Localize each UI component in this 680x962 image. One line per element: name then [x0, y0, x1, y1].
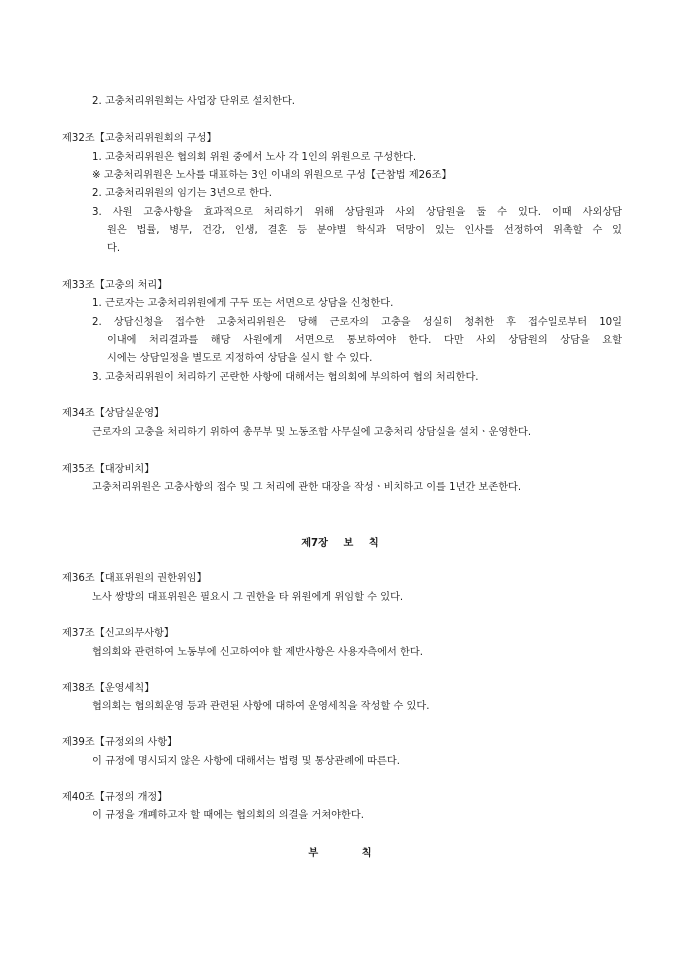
- article32-item-3-line1: 3. 사원 고충사항을 효과적으로 처리하기 위해 상담원과 사외 상담원을 둘 수 있다. 이때 사외상담: [92, 207, 622, 218]
- article32-item-1: 1. 고충처리위원은 협의회 위원 중에서 노사 각 1인의 위원으로 구성한다.: [92, 152, 417, 163]
- article40-body: 이 규정을 개폐하고자 할 때에는 협의회의 의결을 거쳐야한다.: [92, 810, 364, 821]
- article36-body: 노사 쌍방의 대표위원은 필요시 그 권한을 타 위원에게 위임할 수 있다.: [92, 592, 404, 603]
- article32-title: 제32조【고충처리위원회의 구성】: [62, 133, 217, 144]
- article34-body: 근로자의 고충을 처리하기 위하여 총무부 및 노동조합 사무실에 고충처리 상담실을 설치ㆍ운영한다.: [92, 427, 532, 438]
- article33-title: 제33조【고충의 처리】: [62, 280, 168, 291]
- article32-note: ※ 고충처리위원은 노사를 대표하는 3인 이내의 위원으로 구성【근참법 제26조】: [92, 170, 452, 181]
- supplementary-heading: 부 칙: [308, 848, 372, 859]
- article32-item-2: 2. 고충처리위원의 임기는 3년으로 한다.: [92, 188, 273, 199]
- article36-title: 제36조【대표위원의 권한위임】: [62, 573, 207, 584]
- chapter7-heading: 제7장 보 칙: [301, 538, 379, 549]
- article32-item-3-line2: 원은 법률, 병무, 건강, 인생, 결혼 등 분야별 학식과 덕망이 있는 인사를 선정하여 위촉할 수 있: [107, 225, 622, 236]
- article40-title: 제40조【규정의 개정】: [62, 792, 168, 803]
- article35-body: 고충처리위원은 고충사항의 접수 및 그 처리에 관한 대장을 작성ㆍ비치하고 이를 1년간 보존한다.: [92, 482, 522, 493]
- article38-body: 협의회는 협의회운영 등과 관련된 사항에 대하여 운영세칙을 작성할 수 있다.: [92, 701, 430, 712]
- article33-item-2-line1: 2. 상담신청을 접수한 고충처리위원은 당해 근로자의 고충을 성실히 청취한 후 접수일로부터 10일: [92, 317, 622, 328]
- article39-title: 제39조【규정외의 사항】: [62, 737, 178, 748]
- article33-item-2-line2: 이내에 처리결과를 해당 사원에게 서면으로 통보하여야 한다. 다만 사외 상담원의 상담을 요할: [107, 335, 622, 346]
- article31-item-2: 2. 고충처리위원회는 사업장 단위로 설치한다.: [92, 96, 296, 107]
- article33-item-3: 3. 고충처리위원이 처리하기 곤란한 사항에 대해서는 협의회에 부의하여 협의 처리한다.: [92, 372, 479, 383]
- article38-title: 제38조【운영세칙】: [62, 683, 155, 694]
- article35-title: 제35조【대장비치】: [62, 464, 155, 475]
- article32-item-3-line3: 다.: [107, 243, 121, 254]
- article34-title: 제34조【상담실운영】: [62, 408, 165, 419]
- article33-item-2-line3: 시에는 상담일정을 별도로 지정하여 상담을 실시 할 수 있다.: [107, 353, 373, 364]
- article39-body: 이 규정에 명시되지 않은 사항에 대해서는 법령 및 통상관례에 따른다.: [92, 756, 400, 767]
- article37-title: 제37조【신고의무사항】: [62, 628, 175, 639]
- article33-item-1: 1. 근로자는 고충처리위원에게 구두 또는 서면으로 상담을 신청한다.: [92, 298, 394, 309]
- article37-body: 협의회와 관련하여 노동부에 신고하여야 할 제반사항은 사용자측에서 한다.: [92, 647, 423, 658]
